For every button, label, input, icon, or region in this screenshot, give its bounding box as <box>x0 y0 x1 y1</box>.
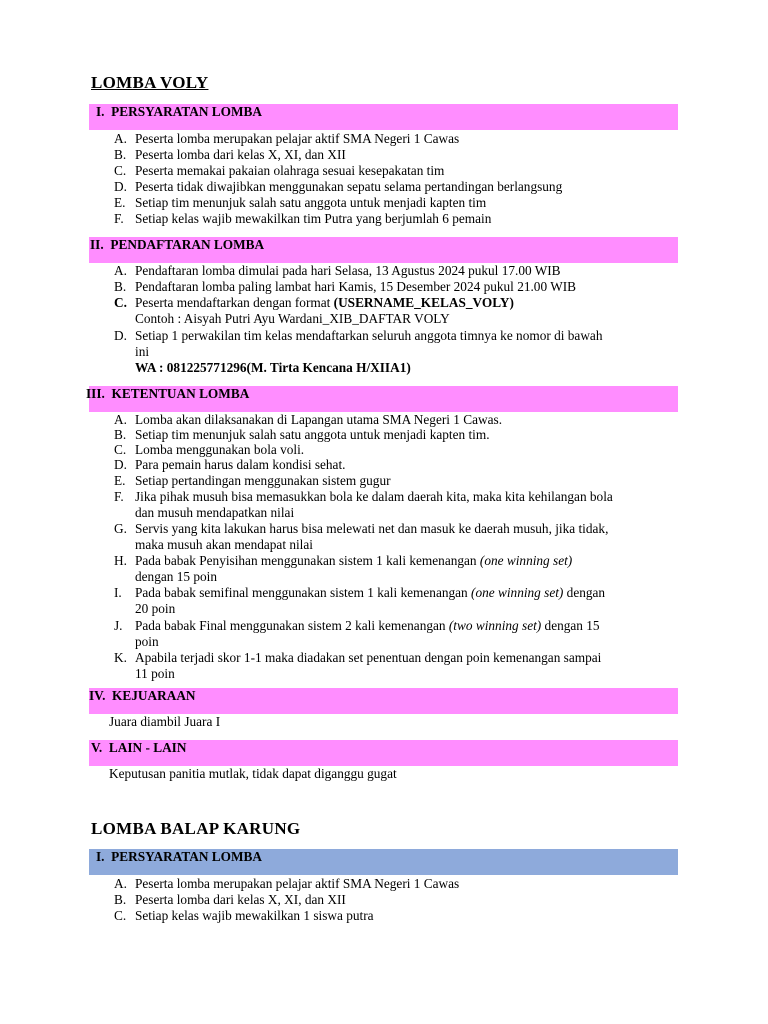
section-number: III. <box>86 386 105 401</box>
section-text: Keputusan panitia mutlak, tidak dapat diganggu gugat <box>109 766 397 781</box>
list-item-continuation: 11 poin <box>135 666 175 681</box>
voly-section-1-heading <box>96 104 262 120</box>
whatsapp-contact: WA : 081225771296(M. Tirta Kencana H/XIIA1) <box>135 360 411 375</box>
section-heading: KEJUARAAN <box>112 688 196 703</box>
list-item-continuation: dan musuh mendapatkan nilai <box>135 505 295 520</box>
section-number: I. <box>96 849 105 864</box>
section-text: Juara diambil Juara I <box>109 714 221 729</box>
list-item-continuation: ini <box>135 344 150 359</box>
list-item-continuation: 20 poin <box>135 601 176 616</box>
section-heading: PERSYARATAN LOMBA <box>111 849 262 864</box>
list-item-continuation: dengan 15 poin <box>135 569 217 584</box>
section-heading: PERSYARATAN LOMBA <box>111 104 262 119</box>
voly-title: LOMBA VOLY <box>91 73 209 92</box>
voly-section-4-heading <box>89 688 196 704</box>
voly-section-3-heading <box>86 386 249 402</box>
karung-section-1-heading <box>96 849 262 865</box>
karung-title: LOMBA BALAP KARUNG <box>91 819 301 838</box>
format-text: (USERNAME_KELAS_VOLY) <box>333 295 514 310</box>
example-text: Contoh : Aisyah Putri Ayu Wardani_XIB_DAFTAR VOLY <box>135 311 450 326</box>
section-heading: KETENTUAN LOMBA <box>111 386 250 401</box>
section-number: IV. <box>89 688 106 703</box>
list-item-continuation: maka musuh akan mendapat nilai <box>135 537 313 552</box>
voly-section-5-heading <box>91 740 186 756</box>
section-heading: LAIN - LAIN <box>108 740 187 755</box>
section-number: I. <box>96 104 105 119</box>
section-number: II. <box>90 237 104 252</box>
section-number: V. <box>91 740 103 755</box>
section-heading: PENDAFTARAN LOMBA <box>110 237 265 252</box>
document-page: LOMBA VOLY I. PERSYARATAN LOMBA A. Peserta lomba merupakan pelajar aktif SMA Negeri 1 Cawas B. Peserta lomba dari kelas X, XI, dan XII C. Peserta memakai pakaian olahraga sesuai kesepakatan tim D. Peserta tidak diwajibkan menggunakan sepatu selama pertandingan berlangsung E. Setiap tim menunjuk salah satu anggota untuk menjadi kapten tim F. Setiap kelas wajib mewakilkan tim Putra yang berjumlah 6 pemain II. PENDAFTARAN LOMBA A. Pendaftaran lomba dimulai pada hari Selasa, 13 Agustus 2024 pukul 17.00 WIB B. Pendaftaran lomba paling lambat hari Kamis, 15 Desember 2024 pukul 21.00 WIB C. Peserta mendaftarkan dengan format (USERNAME_KELAS_VOLY) Contoh : Aisyah Putri Ayu Wardani_XIB_DAFTAR VOLY D. Setiap 1 perwakilan tim kelas mendaftarkan seluruh anggota timnya ke nomor di bawah ini WA : 081225771296(M. Tirta Kencana H/XIIA1) III. KETENTUAN LOMBA A. Lomba akan dilaksanakan di Lapangan utama SMA Negeri 1 Cawas. B. Setiap tim menunjuk salah satu anggota untuk menjadi kapten tim. C. Lomba menggunakan bola voli. D. Para pemain harus dalam kondisi sehat. E. Setiap pertandingan menggunakan sistem gugur F. Jika pihak musuh bisa memasukkan bola ke dalam daerah kita, maka kita kehilangan bola dan musuh mendapatkan nilai G. Servis yang kita lakukan harus bisa melewati net dan masuk ke daerah musuh, jika tidak, maka musuh akan mendapat nilai H. Pada babak Penyisihan menggunakan sistem 1 kali kemenangan (one winning set) dengan 15 poin I. Pada babak semifinal menggunakan sistem 1 kali kemenangan (one winning set) dengan 20 poin J. Pada babak Final menggunakan sistem 2 kali kemenangan (two winning set) dengan 15 poin K. Apabila terjadi skor 1-1 maka diadakan set penentuan dengan poin kemenangan sampai 11 poin IV. KEJUARAAN Juara diambil Juara I V. LAIN - LAIN Keputusan panitia mutlak, tidak dapat diganggu gugat LOMBA BALAP KARUNG I. PERSYARATAN LOMBA A. Peserta lomba merupakan pelajar aktif SMA Negeri 1 Cawas B. Peserta lomba dari kelas X, XI, dan XII C. Setiap kelas wajib mewakilkan 1 siswa putra <box>0 0 768 1024</box>
voly-section-2-heading <box>90 237 264 253</box>
list-item-continuation: poin <box>135 634 159 649</box>
